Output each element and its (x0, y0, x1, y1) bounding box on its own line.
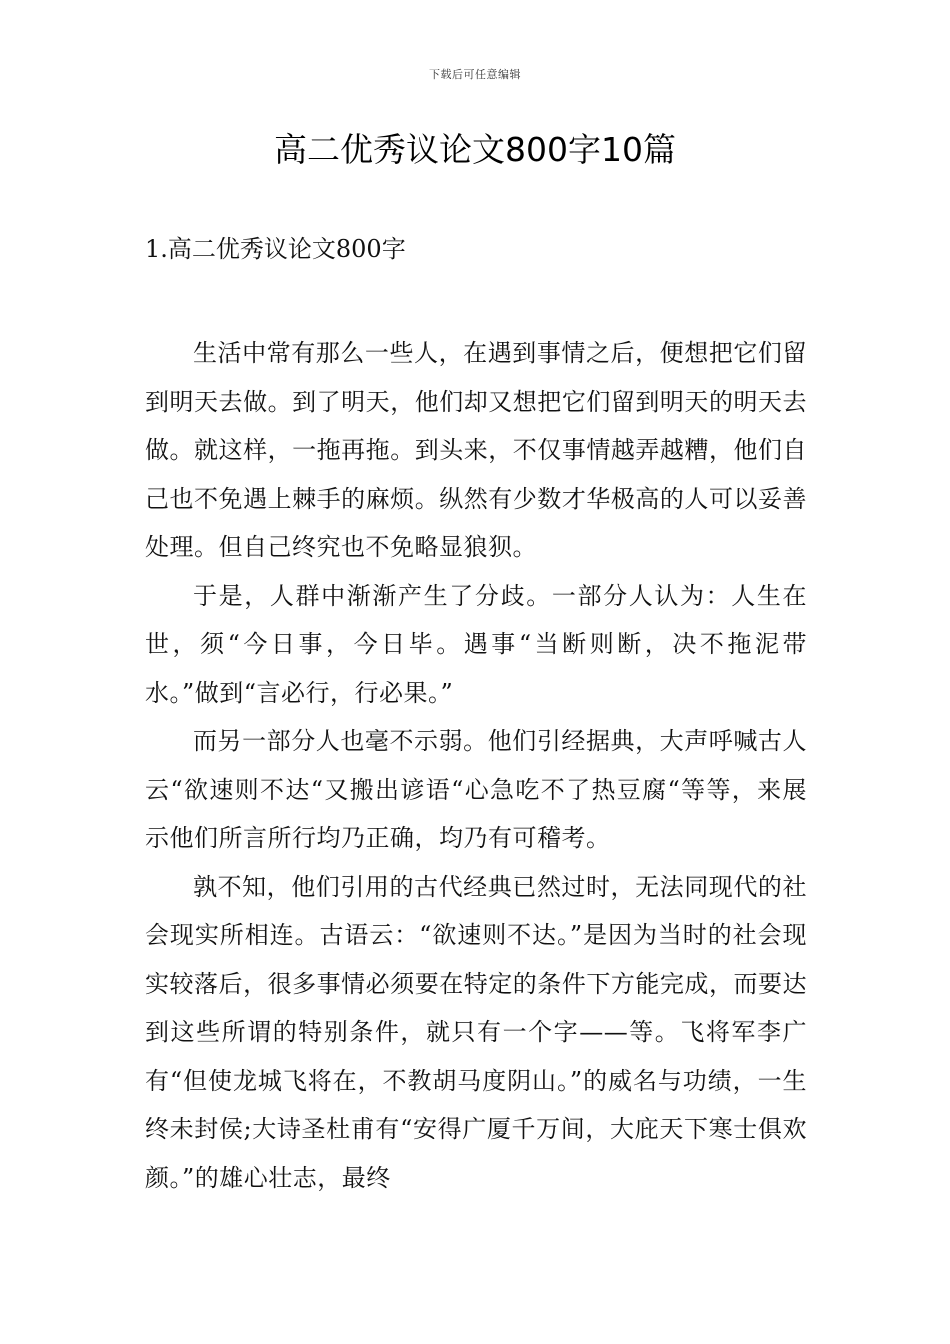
section-heading: 1.高二优秀议论文800字 (145, 235, 406, 263)
paragraph-4: 孰不知，他们引用的古代经典已然过时，无法同现代的社会现实所相连。古语云：“欲速则不达。”是因为当时的社会现实较落后，很多事情必须要在特定的条件下方能完成，而要达到这些所谓的特别条件，就只有一个字——等。飞将军李广有“但使龙城飞将在，不教胡马度阴山。”的威名与功绩，一生终未封侯;大诗圣杜甫有“安得广厦千万间，大庇天下寒士俱欢颜。”的雄心壮志，最终 (145, 872, 807, 1192)
essay-body (145, 329, 807, 1202)
paragraph-2: 于是，人群中渐渐产生了分歧。一部分人认为：人生在世，须“今日事，今日毕。遇事“当断则断，决不拖泥带水。”做到“言必行，行必果。” (145, 581, 807, 707)
paragraph-3: 而另一部分人也毫不示弱。他们引经据典，大声呼喊古人云“欲速则不达“又搬出谚语“心急吃不了热豆腐“等等，来展示他们所言所行均乃正确，均乃有可稽考。 (145, 727, 807, 852)
paragraph-1: 生活中常有那么一些人，在遇到事情之后，便想把它们留到明天去做。到了明天，他们却又想把它们留到明天的明天去做。就这样，一拖再拖。到头来，不仅事情越弄越糟，他们自己也不免遇上棘手的麻烦。纵然有少数才华极高的人可以妥善处理。但自己终究也不免略显狼狈。 (145, 339, 807, 561)
header-note: 下载后可任意编辑 (429, 68, 521, 81)
document-title: 高二优秀议论文800字10篇 (274, 130, 676, 169)
